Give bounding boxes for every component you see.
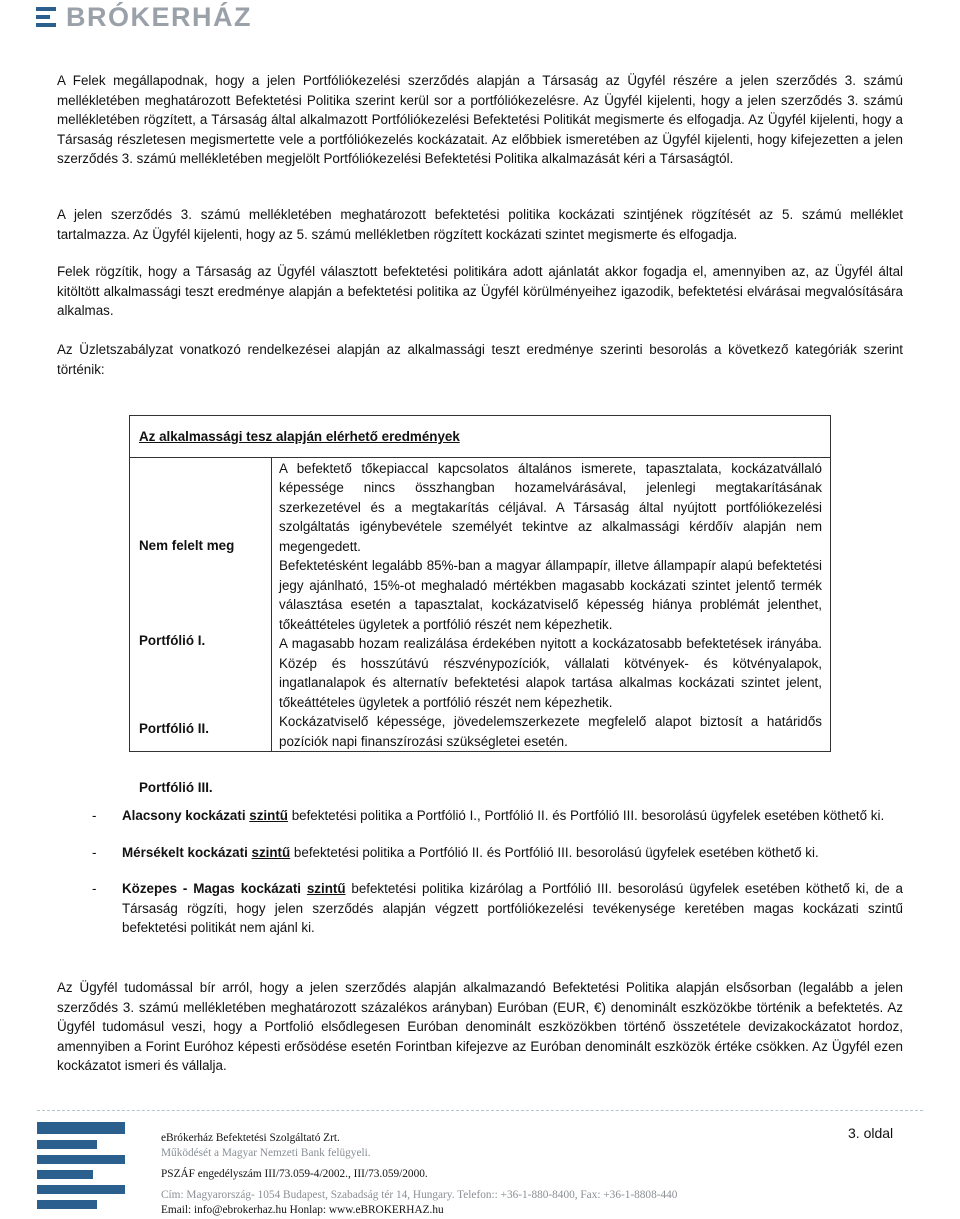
category-label: Nem felelt meg bbox=[139, 537, 235, 553]
category-description: Kockázatviselő képessége, jövedelemszerkezete megfelelő alapot biztosít a határidős pozíciók napi finanszírozási szükségletei esetén. bbox=[279, 714, 822, 749]
category-description: Befektetésként legalább 85%-ban a magyar állampapír, illetve állampapír alapú befektetési jegy ajánlható, 15%-ot meghaladó mértékben magasabb kockázati szintet jelentő termék választása esetén a tapasztalat, kockázatviselő képesség hiánya problémát jelenthet, tőkeáttételes ügyletek a portfólió részét nem képezhetik. bbox=[279, 558, 822, 632]
logo-mark-icon bbox=[36, 5, 58, 29]
risk-level-title: Alacsony kockázati bbox=[122, 808, 250, 823]
table-header-row bbox=[130, 416, 831, 458]
risk-level-list bbox=[92, 806, 903, 955]
risk-level-title-underlined: szintű bbox=[251, 844, 291, 860]
footer-license: PSZÁF engedélyszám III/73.059-4/2002., III/73.059/2000. bbox=[161, 1168, 428, 1180]
risk-level-text: befektetési politika a Portfólió I., Portfólió II. és Portfólió III. besorolású ügyfelek esetében köthető ki. bbox=[287, 808, 885, 823]
risk-level-title: Mérsékelt kockázati bbox=[122, 844, 252, 860]
risk-level-text: befektetési politika a Portfólió II. és Portfólió III. besorolású ügyfelek esetében köthető ki. bbox=[290, 844, 819, 860]
risk-level-title-underlined: szintű bbox=[249, 808, 288, 823]
category-description: A befektető tőkepiaccal kapcsolatos általános ismerete, tapasztalata, kockázatvállaló képessége nincs összhangban hozamelvárásával, jelenlegi megtakarításának szerkezetével és a megtakarítás céljával. A Társaság által nyújtott portfóliókezelési szolgáltatás igénybevétele személyét tekintve az alkalmassági kérdőív alapján nem megengedett. bbox=[279, 460, 822, 554]
footer-company: eBrókerház Befektetési Szolgáltató Zrt. bbox=[161, 1132, 340, 1144]
list-dash: - bbox=[92, 844, 97, 860]
category-label: Portfólió I. bbox=[139, 632, 206, 648]
paragraph-classification-intro: Az Üzletszabályzat vonatkozó rendelkezései alapján az alkalmassági teszt eredménye szerinti besorolás a következő kategóriák szerint történik: bbox=[57, 342, 903, 377]
category-description: A magasabb hozam realizálása érdekében nyitott a kockázatosabb befektetések irányába. Közép és hosszútávú részvénypozíciók, vállalati kötvények- és kötvényalapok, ingatlanalapok és alternatív befektetési alapok tartása alkalmas kockázati szintet jelent, tőkeáttételes ügyletek a portfólió részét nem képezhetik. bbox=[279, 636, 822, 710]
brand-logo bbox=[36, 2, 252, 32]
footer-divider bbox=[37, 1110, 923, 1111]
risk-level-title: Közepes - Magas kockázati bbox=[122, 881, 307, 896]
paragraph-risk-level: A jelen szerződés 3. számú mellékletében meghatározott befektetési politika kockázati szintjének rögzítését az 5. számú melléklet tartalmazza. Az Ügyfél kijelenti, hogy az 5. számú mellékletben rögzített kockázati szintet megismerte és elfogadja. bbox=[57, 207, 903, 242]
description-column bbox=[272, 457, 831, 752]
paragraph-portfolio-policy: A Felek megállapodnak, hogy a jelen Portfóliókezelési szerződés alapján a Társaság az Ügyfél részére a jelen szerződés 3. számú mellékletében meghatározott Befektetési Politika szerint kerül sor a portfóliókezelésre. Az Ügyfél kijelenti, hogy a jelen szerződés 3. számú mellékletében rögzített, a Társaság által alkalmazott Portfóliókezelési Befektetési Politikát megismerte és elfogadja. Az Ügyfél kijelenti, hogy a Társaság részletesen megismertette vele a portfóliókezelés kockázatait. Az előbbiek ismeretében az Ügyfél kijelenti, hogy kifejezetten a jelen szerződés 3. számú mellékletében megjelölt Portfóliókezelési Befektetési Politika alkalmazását kéri a Társaságtól. bbox=[57, 73, 903, 166]
list-item bbox=[92, 879, 903, 938]
category-label: Portfólió III. bbox=[139, 779, 213, 795]
footer-logo-bars-icon bbox=[37, 1122, 127, 1215]
risk-level-text: befektetési politika kizárólag a Portfólió III. besorolású ügyfelek esetében köthető ki, de a Társaság rögzíti, hogy jelen szerződés alapján végzett portfóliókezelési tevékenysége keretében magas kockázati szintű befektetési politikát nem ajánl ki. bbox=[122, 881, 904, 935]
suitability-results-table bbox=[129, 415, 831, 795]
footer-supervisor: Működését a Magyar Nemzeti Bank felügyeli. bbox=[161, 1147, 371, 1159]
paragraph-currency-risk: Az Ügyfél tudomással bír arról, hogy a jelen szerződés alapján alkalmazandó Befektetési Politika alapján elsősorban (legalább a jelen szerződés 3. számú mellékletében meghatározott százalékos arányban) Euróban (EUR, €) denominált eszközökbe történik a befektetés. Az Ügyfél tudomásul veszi, hogy a Portfolió elsődlegesen Euróban denominált eszközökben történő összetétele devizakockázatot hordoz, amennyiben a Forint Euróhoz képesti erősödése esetén Forintban kifejezve az Euróban denominált eszközök értéke csökken. Az Ügyfél ezen kockázatot ismeri és vállalja. bbox=[57, 980, 903, 1073]
category-column bbox=[130, 457, 272, 795]
list-dash: - bbox=[92, 808, 97, 823]
risk-level-title-underlined: szintű bbox=[306, 881, 346, 896]
table-header: Az alkalmassági tesz alapján elérhető eredmények bbox=[130, 416, 831, 458]
list-dash: - bbox=[92, 881, 97, 896]
category-label: Portfólió II. bbox=[139, 720, 209, 736]
table-body-row bbox=[130, 457, 831, 752]
footer-address: Cím: Magyarország- 1054 Budapest, Szabadság tér 14, Hungary. Telefon:: +36-1-880-8400, Fax: +36-1-8808-440 bbox=[161, 1189, 678, 1201]
logo-text: BRÓKERHÁZ bbox=[66, 1, 252, 32]
footer-contact: Email: info@ebrokerhaz.hu Honlap: www.eBROKERHAZ.hu bbox=[161, 1204, 444, 1216]
paragraph-offer-acceptance: Felek rögzítik, hogy a Társaság az Ügyfél választott befektetési politikára adott ajánlatát akkor fogadja el, amennyiben az, az Ügyfél által kitöltött alkalmassági teszt eredménye alapján a befektetési politika az Ügyfél körülményeihez igazodik, befektetési elvárásai megvalósítására alkalmas. bbox=[57, 264, 903, 318]
page-number: 3. oldal bbox=[848, 1125, 894, 1141]
list-item bbox=[92, 843, 903, 863]
list-item bbox=[92, 806, 903, 826]
